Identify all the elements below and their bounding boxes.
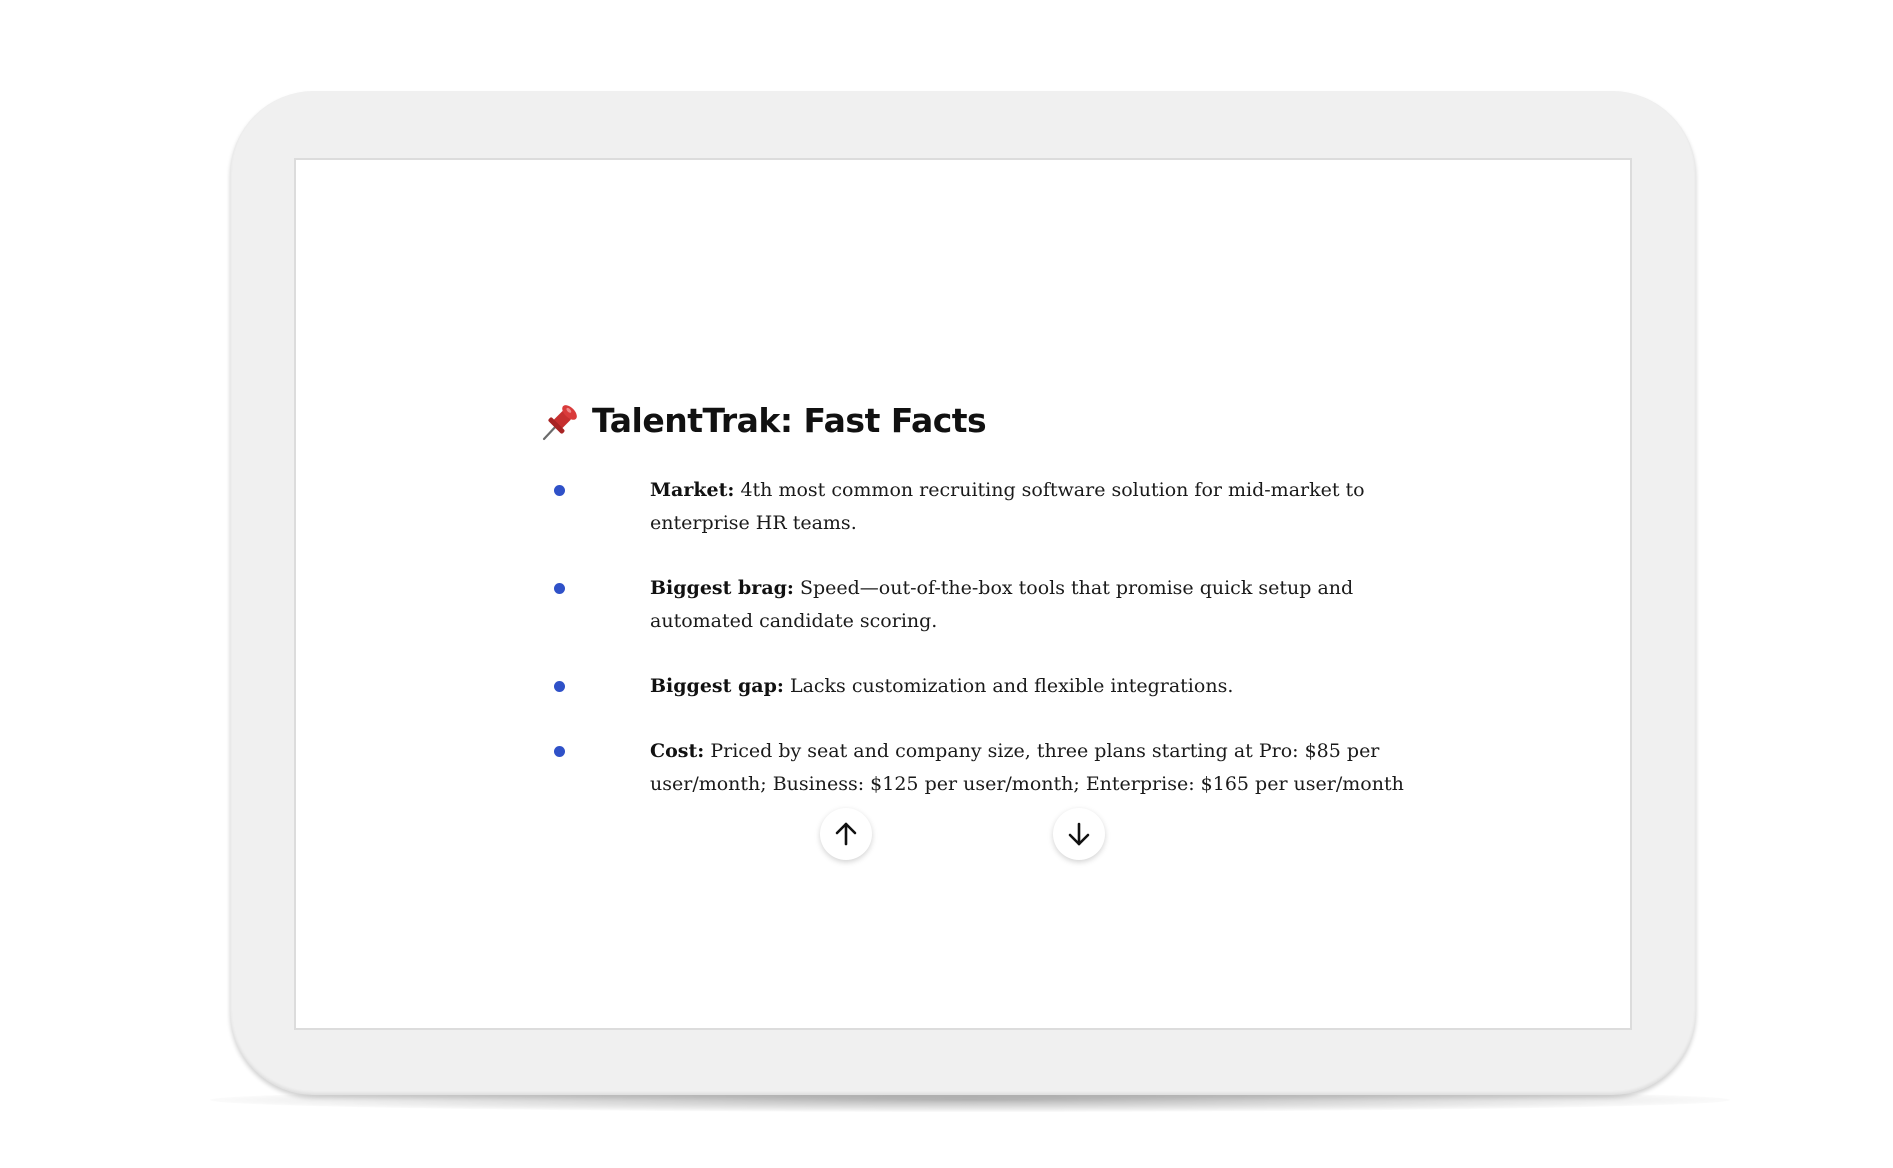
fact-item-cost — [540, 735, 1440, 801]
fact-label: Biggest gap: — [650, 675, 784, 697]
pushpin-icon — [540, 398, 584, 442]
bullet-dot — [554, 746, 565, 757]
fact-text: Lacks customization and flexible integrations. — [783, 675, 1234, 697]
arrow-up-icon — [831, 819, 861, 849]
slide-content — [540, 390, 1440, 833]
fact-item-biggest-brag — [540, 572, 1440, 638]
slide-heading — [540, 390, 1440, 450]
bullet-dot — [554, 485, 565, 496]
fact-label: Biggest brag: — [650, 577, 794, 599]
bullet-dot — [554, 583, 565, 594]
fact-label: Cost: — [650, 740, 705, 762]
next-slide-button[interactable] — [1053, 808, 1105, 860]
bullet-dot — [554, 681, 565, 692]
previous-slide-button[interactable] — [820, 808, 872, 860]
fact-item-market — [540, 474, 1440, 540]
fact-list — [540, 474, 1440, 801]
slide-screen — [294, 158, 1632, 1030]
arrow-down-icon — [1064, 819, 1094, 849]
fact-text: 4th most common recruiting software solution for mid-market to enterprise HR teams. — [650, 479, 1365, 534]
fact-label: Market: — [650, 479, 735, 501]
fact-item-biggest-gap — [540, 670, 1440, 703]
fact-text: Priced by seat and company size, three plans starting at Pro: $85 per user/month; Business: $125 per user/month; Enterprise: $165 per user/month — [650, 740, 1404, 795]
page-title: TalentTrak: Fast Facts — [592, 400, 987, 440]
fact-text: Speed—out-of-the-box tools that promise quick setup and automated candidate scoring. — [650, 577, 1354, 632]
